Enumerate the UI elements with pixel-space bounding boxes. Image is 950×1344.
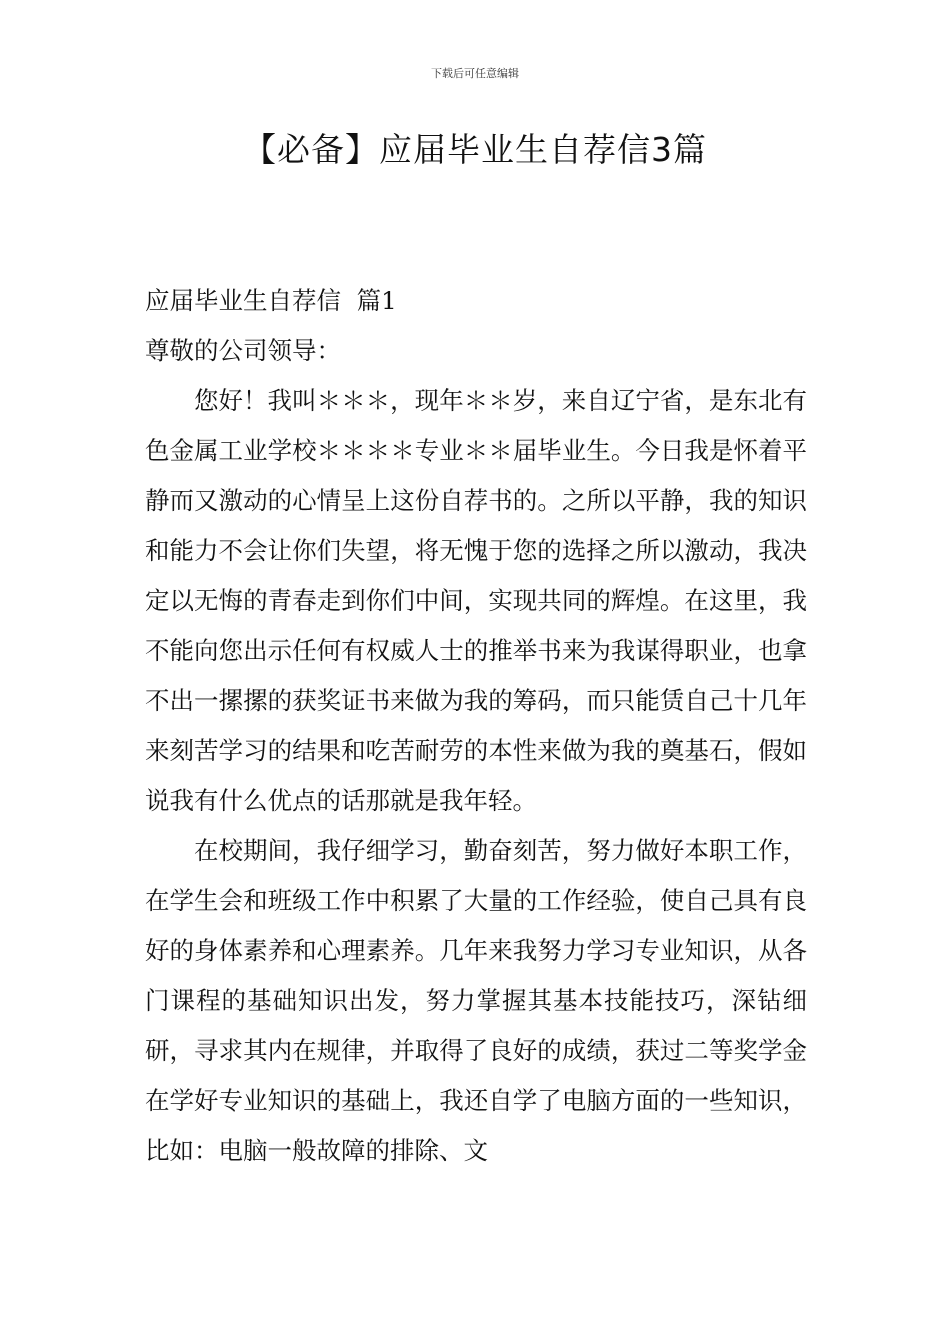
paragraph-2: 在校期间，我仔细学习，勤奋刻苦，努力做好本职工作，在学生会和班级工作中积累了大量的工作经验，使自己具有良好的身体素养和心理素养。几年来我努力学习专业知识，从各门课程的基础知识出发，努力掌握其基本技能技巧，深钻细研，寻求其内在规律，并取得了良好的成绩，获过二等奖学金在学好专业知识的基础上，我还自学了电脑方面的一些知识，比如：电脑一般故障的排除、文 [145, 836, 807, 1165]
header-note: 下载后可任意编辑 [431, 67, 519, 80]
paragraph-1: 您好！我叫＊＊＊，现年＊＊岁，来自辽宁省，是东北有色金属工业学校＊＊＊＊专业＊＊届毕业生。今日我是怀着平静而又激动的心情呈上这份自荐书的。之所以平静，我的知识和能力不会让你们失望，将无愧于您的选择之所以激动，我决定以无悔的青春走到你们中间，实现共同的辉煌。在这里，我不能向您出示任何有权威人士的推举书来为我谋得职业，也拿不出一摞摞的获奖证书来做为我的筹码，而只能赁自己十几年来刻苦学习的结果和吃苦耐劳的本性来做为我的奠基石，假如说我有什么优点的话那就是我年轻。 [145, 386, 807, 815]
document-body [145, 276, 807, 1176]
section-heading: 应届毕业生自荐信 篇1 [145, 286, 397, 315]
document-title: 【必备】应届毕业生自荐信3篇 [243, 130, 707, 169]
salutation: 尊敬的公司领导： [145, 336, 341, 365]
